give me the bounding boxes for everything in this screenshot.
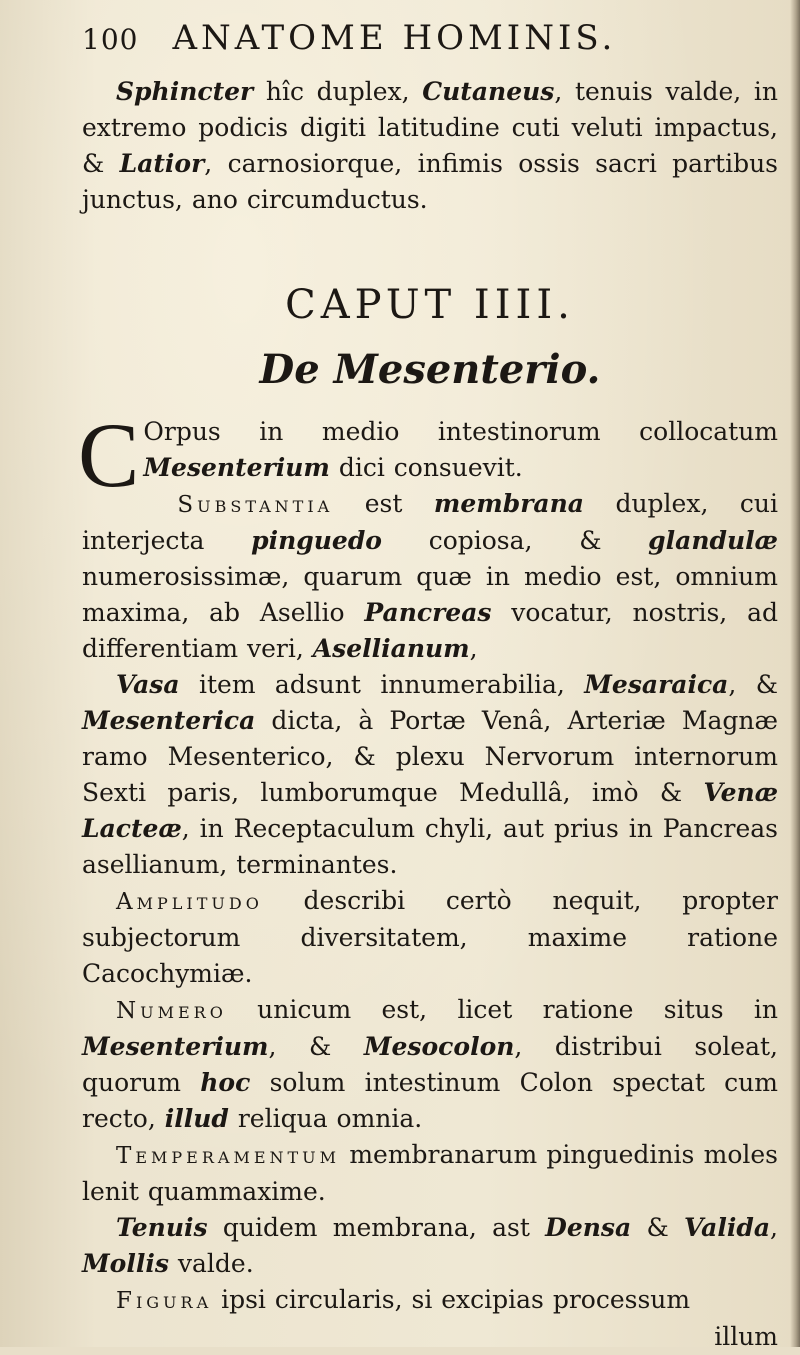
paragraph-amplitudo (82, 883, 778, 992)
text-run: solum intestinum Colon spectat cum recto, (82, 1068, 778, 1133)
section-keyword: Numero (116, 998, 227, 1024)
term: glandulæ (648, 526, 778, 555)
term: Cutaneus (422, 77, 555, 106)
term: Mollis (82, 1249, 169, 1278)
text-run: membranarum pinguedinis moles lenit quammaxime. (82, 1140, 778, 1206)
text-run: duplex, cui interjecta (82, 489, 778, 555)
running-head-title: ANATOME HOMINIS. (172, 18, 617, 58)
term: membrana (433, 489, 584, 518)
page-binding-shadow (790, 0, 800, 1347)
term: Tenuis (116, 1213, 208, 1242)
section-keyword: Figura (116, 1288, 213, 1314)
text-run: , & (728, 670, 778, 699)
text-run: , tenuis valde, in extremo podicis digiti latitudine cuti veluti impactus, & (82, 77, 778, 178)
term: Mesocolon (363, 1032, 515, 1061)
term: Mesenterica (82, 706, 256, 735)
paragraph-temperamentum (82, 1137, 778, 1210)
term: Venæ Lacteæ (82, 778, 778, 843)
term: Valida (684, 1213, 771, 1242)
text-run: describi certò nequit, propter subjectorum diversitatem, maxime ratione Cacochymiæ. (82, 886, 778, 988)
text-run: reliqua omnia. (228, 1104, 423, 1133)
paragraph-substantia (82, 486, 778, 667)
text-run: , & (268, 1032, 364, 1061)
text-run: , in Receptaculum chyli, aut prius in Pancreas asellianum, terminantes. (82, 814, 778, 879)
text-run: numerosissimæ, quarum quæ in medio est, omnium maxima, ab Asellio (82, 562, 778, 627)
term: Vasa (116, 670, 180, 699)
paragraph-tenuis (82, 1210, 778, 1282)
text-run: copiosa, & (381, 526, 649, 555)
section-keyword: Temperamentum (116, 1143, 341, 1169)
term: hoc (200, 1068, 251, 1097)
term: Asellianum (312, 634, 470, 663)
text-run: ipsi circularis, si excipias processum (212, 1285, 691, 1314)
term: Densa (545, 1213, 632, 1242)
text-run: , carnosiorque, infimis ossis sacri partibus junctus, ano circumductus. (82, 149, 779, 214)
paragraph-figura (82, 1282, 778, 1319)
text-run: dici consuevit. (329, 453, 523, 482)
section-keyword: Substantia (177, 492, 334, 518)
term: illud (164, 1104, 229, 1133)
text-run: dicta, à Portæ Venâ, Arteriæ Magnæ ramo Mesenterico, & plexu Nervorum internorum Sexti paris, lumborumque Medullâ, imò & (82, 706, 778, 807)
term: pinguedo (251, 526, 382, 555)
chapter-title: CAPUT IIII. (285, 282, 575, 328)
text-run: Orpus in medio intestinorum collocatum (143, 417, 778, 446)
text-run: quidem membrana, ast (207, 1213, 546, 1242)
text-run: vocatur, nostris, ad differentiam veri, (82, 598, 778, 663)
paragraph-sphincter (82, 74, 778, 218)
paragraph-vasa (82, 667, 778, 883)
section-keyword: Amplitudo (116, 889, 263, 915)
term: Mesenterium (82, 1032, 269, 1061)
term: Mesenterium (143, 453, 330, 482)
text-run: & (631, 1213, 685, 1242)
term: Sphincter (116, 77, 254, 106)
text-run: hîc duplex, (253, 77, 423, 106)
running-head (82, 18, 778, 74)
text-run: item adsunt innumerabilia, (179, 670, 585, 699)
page-text (78, 74, 779, 1355)
term: Pancreas (364, 598, 492, 627)
page-number: 100 (82, 23, 139, 56)
term: Mesaraica (584, 670, 729, 699)
drop-cap: C (78, 404, 140, 506)
text-run: est (333, 489, 434, 518)
text-run: , (770, 1213, 778, 1242)
chapter-subtitle: De Mesenterio. (259, 346, 601, 393)
text-run: , distribui soleat, quorum (82, 1032, 778, 1097)
text-run: unicum est, licet ratione situs in (226, 995, 778, 1024)
text-run: valde. (168, 1249, 254, 1278)
catchword: illum (714, 1322, 778, 1351)
paragraph-numero (82, 992, 778, 1137)
text-run: , (469, 634, 478, 663)
term: Latior (119, 149, 205, 178)
